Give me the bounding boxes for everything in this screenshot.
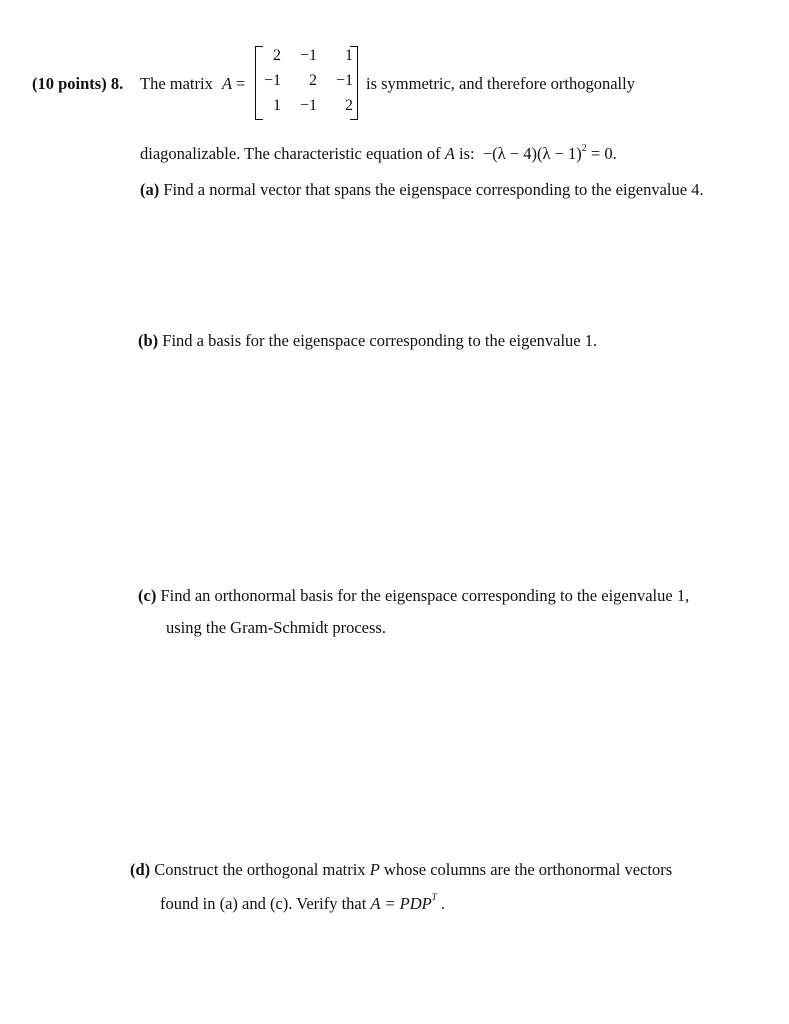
part-d-transpose: T — [431, 892, 437, 902]
char-eq-tail: = 0. — [590, 144, 617, 163]
matrix-cell: −1 — [299, 47, 317, 64]
problem-intro: The matrix — [140, 74, 213, 93]
part-d-var-p: P — [369, 860, 380, 879]
part-d — [130, 860, 672, 880]
part-d-label: (d) — [130, 860, 151, 879]
line2-text: diagonalizable. The characteristic equation of — [140, 144, 441, 163]
matrix-cell: 2 — [273, 47, 281, 64]
matrix-cell: 1 — [273, 97, 281, 114]
part-c-text-line1: Find an orthonormal basis for the eigenspace corresponding to the eigenvalue 1, — [160, 586, 690, 605]
problem-statement: is symmetric, and therefore orthogonally — [366, 74, 635, 93]
part-d-text-post: whose columns are the orthonormal vectors — [383, 860, 673, 879]
matrix-cell: 2 — [309, 72, 317, 89]
matrix-cell: −1 — [263, 72, 281, 89]
matrix-cell: −1 — [299, 97, 317, 114]
matrix-cell: 1 — [345, 47, 353, 64]
part-a-text: Find a normal vector that spans the eigenspace corresponding to the eigenvalue 4. — [163, 180, 704, 199]
part-d-equation: A = PDP — [370, 894, 432, 913]
characteristic-equation-line — [140, 144, 617, 164]
part-c-label: (c) — [138, 586, 157, 605]
part-d-line2 — [160, 894, 445, 914]
part-d-text-pre: Construct the orthogonal matrix — [154, 860, 366, 879]
matrix-cell: 2 — [345, 97, 353, 114]
problem-label: (10 points) 8. — [32, 74, 124, 93]
part-a — [140, 180, 704, 200]
line2-is: is: — [459, 144, 475, 163]
part-d-line2-pre: found in (a) and (c). Verify that — [160, 894, 367, 913]
matrix-cell: −1 — [335, 72, 353, 89]
part-b — [138, 331, 597, 351]
part-c-text-line2: using the Gram-Schmidt process. — [166, 618, 386, 637]
line2-var: A — [444, 144, 455, 163]
part-d-line2-end: . — [440, 894, 445, 913]
matrix-name: A — [222, 74, 233, 93]
part-b-label: (b) — [138, 331, 159, 350]
equals-sign: = — [236, 74, 246, 93]
part-b-text: Find a basis for the eigenspace corresponding to the eigenvalue 1. — [162, 331, 598, 350]
part-c — [138, 586, 689, 606]
char-eq-main: −(λ − 4)(λ − 1) — [482, 144, 582, 163]
char-eq-exponent: 2 — [581, 143, 587, 154]
matrix-a — [255, 46, 358, 118]
part-a-label: (a) — [140, 180, 160, 199]
